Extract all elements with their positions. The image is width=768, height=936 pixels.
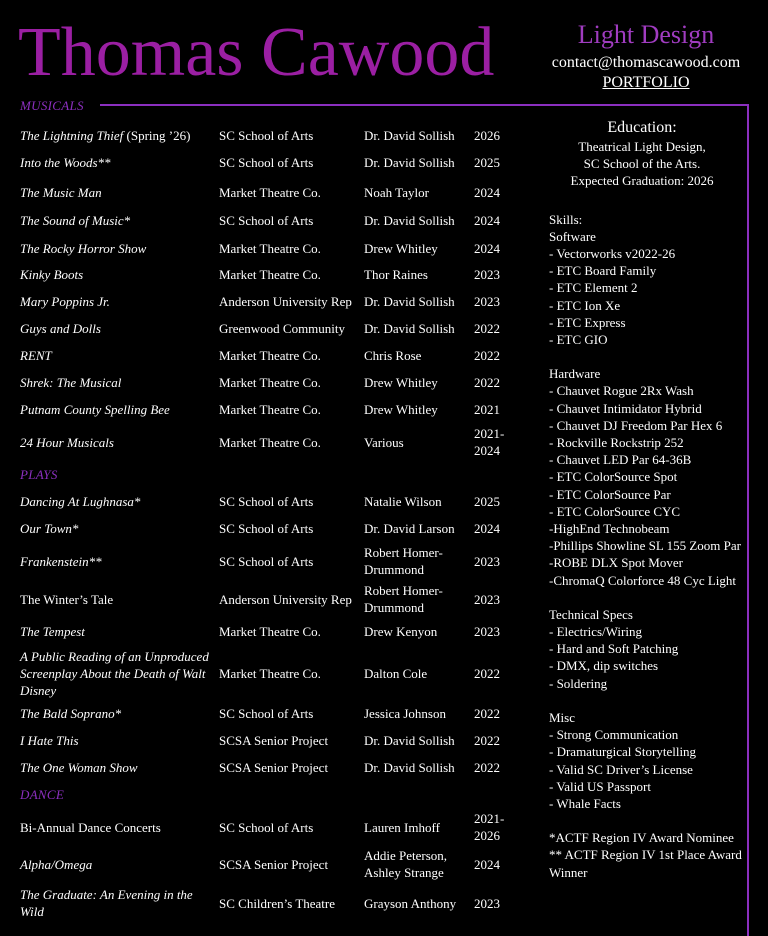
software-list <box>549 245 749 348</box>
credit-year: 2021- 2024 <box>474 426 505 458</box>
list-item: - ETC ColorSource Spot <box>549 469 678 485</box>
credit-year: 2022 <box>474 705 500 721</box>
hardware-list <box>549 382 749 588</box>
credit-year: 2024 <box>474 240 500 256</box>
credit-venue: Market Theatre Co. <box>219 374 321 390</box>
credit-title: The Lightning Thief (Spring ’26) <box>20 127 191 143</box>
education-line: SC School of the Arts. <box>583 156 701 172</box>
credit-venue: Market Theatre Co. <box>219 347 321 363</box>
list-item: - Strong Communication <box>549 727 679 743</box>
credit-year: 2025 <box>474 493 500 509</box>
credit-title: The Sound of Music* <box>20 212 131 228</box>
credit-year: 2026 <box>474 127 500 143</box>
credit-venue: SCSA Senior Project <box>219 732 329 748</box>
list-item: -ROBE DLX Spot Mover <box>549 555 683 571</box>
credit-director: Thor Raines <box>364 266 428 282</box>
credit-director: Grayson Anthony <box>364 895 457 911</box>
credit-director: Dr. David Sollish <box>364 293 455 309</box>
credit-venue: SC School of Arts <box>219 154 314 170</box>
list-item: - Chauvet Rogue 2Rx Wash <box>549 383 694 399</box>
credit-director: Dr. David Sollish <box>364 759 455 775</box>
list-item: ** ACTF Region IV 1st Place Award <box>549 847 742 863</box>
credit-title: RENT <box>20 347 52 363</box>
credit-director: Drew Whitley <box>364 401 438 417</box>
list-item: - Hard and Soft Patching <box>549 641 679 657</box>
credit-title: 24 Hour Musicals <box>20 434 114 450</box>
credit-venue: Market Theatre Co. <box>219 266 321 282</box>
credit-venue: Market Theatre Co. <box>219 401 321 417</box>
tech-block <box>549 606 749 692</box>
sidebar <box>549 118 749 881</box>
list-item: - ETC Ion Xe <box>549 297 621 313</box>
credit-title: The Graduate: An Evening in the Wild <box>20 887 193 919</box>
credit-venue: Market Theatre Co. <box>219 240 321 256</box>
credit-venue: Anderson University Rep <box>219 293 352 309</box>
email-link[interactable]: contact@thomascawood.com <box>551 54 741 71</box>
list-item: - Valid SC Driver’s License <box>549 761 693 777</box>
credit-year: 2023 <box>474 591 500 607</box>
hardware-heading: Hardware <box>549 366 601 382</box>
credit-director: Lauren Imhoff <box>364 819 440 835</box>
credit-venue: SC School of Arts <box>219 705 314 721</box>
list-item: - ETC ColorSource CYC <box>549 503 681 519</box>
list-item: -Phillips Showline SL 155 Zoom Par <box>549 538 741 554</box>
education-line: Expected Graduation: 2026 <box>570 173 714 189</box>
credit-title: Dancing At Lughnasa* <box>20 493 141 509</box>
list-item: - ETC GIO <box>549 332 608 348</box>
credit-year: 2024 <box>474 856 500 872</box>
credit-title: Guys and Dolls <box>20 320 101 336</box>
list-item: - Valid US Passport <box>549 778 651 794</box>
credit-director: Drew Kenyon <box>364 623 438 639</box>
credit-venue: Market Theatre Co. <box>219 184 321 200</box>
hardware-block <box>549 365 749 589</box>
credit-year: 2022 <box>474 347 500 363</box>
credit-director: Dr. David Sollish <box>364 154 455 170</box>
credit-venue: SCSA Senior Project <box>219 856 329 872</box>
list-item: - Chauvet LED Par 64-36B <box>549 452 692 468</box>
misc-heading: Misc <box>549 709 575 725</box>
misc-block <box>549 709 749 812</box>
section-musicals: MUSICALS <box>20 98 84 113</box>
credit-venue: Greenwood Community <box>219 320 346 336</box>
list-item: - ETC Board Family <box>549 263 657 279</box>
credit-venue: SCSA Senior Project <box>219 759 329 775</box>
credit-title: The One Woman Show <box>20 759 138 775</box>
credit-title: Alpha/Omega <box>20 856 93 872</box>
credit-director: Addie Peterson, Ashley Strange <box>364 848 448 880</box>
credit-title: The Bald Soprano* <box>20 705 122 721</box>
credit-title: I Hate This <box>20 732 79 748</box>
credit-director: Drew Whitley <box>364 240 438 256</box>
credit-title: The Music Man <box>20 184 102 200</box>
credit-year: 2023 <box>474 293 500 309</box>
list-item: *ACTF Region IV Award Nominee <box>549 830 734 846</box>
awards-block <box>549 829 749 881</box>
credit-year: 2024 <box>474 520 500 536</box>
credit-venue: SC School of Arts <box>219 493 314 509</box>
section-dance: DANCE <box>20 787 65 802</box>
resume-name: Thomas Cawood <box>18 14 495 91</box>
credit-venue: SC Children’s Theatre <box>219 895 336 911</box>
credit-director: Various <box>364 434 404 450</box>
credit-title: The Rocky Horror Show <box>20 240 147 256</box>
credit-title: Frankenstein** <box>20 553 102 569</box>
credit-venue: Market Theatre Co. <box>219 665 321 681</box>
list-item: - Electrics/Wiring <box>549 624 642 640</box>
credit-director: Dalton Cole <box>364 665 428 681</box>
credit-director: Dr. David Sollish <box>364 732 455 748</box>
list-item: - DMX, dip switches <box>549 658 659 674</box>
credit-title: Putnam County Spelling Bee <box>20 401 170 417</box>
credit-director: Dr. David Larson <box>364 520 455 536</box>
credit-director: Robert Homer- Drummond <box>364 545 443 577</box>
skills-heading: Skills: <box>549 211 583 227</box>
list-item: - Vectorworks v2022-26 <box>549 246 676 262</box>
list-item: Winner <box>549 864 588 880</box>
credit-year: 2022 <box>474 320 500 336</box>
credit-director: Noah Taylor <box>364 184 429 200</box>
education-heading: Education: <box>607 119 677 136</box>
credit-title-note: (Spring ’26) <box>123 127 191 143</box>
credit-title: The Tempest <box>20 623 85 639</box>
portfolio-link[interactable]: PORTFOLIO <box>602 74 690 91</box>
credit-title: Our Town* <box>20 520 79 536</box>
list-item: - ETC ColorSource Par <box>549 486 671 502</box>
list-item: - Chauvet DJ Freedom Par Hex 6 <box>549 417 723 433</box>
credit-venue: Anderson University Rep <box>219 591 352 607</box>
credit-director: Dr. David Sollish <box>364 320 455 336</box>
credit-year: 2023 <box>474 266 500 282</box>
credit-director: Drew Whitley <box>364 374 438 390</box>
tech-list <box>549 623 749 692</box>
list-item: - Whale Facts <box>549 795 621 811</box>
credit-year: 2024 <box>474 184 500 200</box>
credit-year: 2023 <box>474 553 500 569</box>
credit-title: A Public Reading of an Unproduced Screenplay About the Death of Walt Disney <box>20 648 209 698</box>
list-item: - ETC Element 2 <box>549 280 638 296</box>
credit-title: Kinky Boots <box>20 266 84 282</box>
credit-venue: Market Theatre Co. <box>219 434 321 450</box>
list-item: -ChromaQ Colorforce 48 Cyc Light <box>549 572 737 588</box>
list-item: - Soldering <box>549 675 608 691</box>
credit-year: 2022 <box>474 732 500 748</box>
credit-venue: Market Theatre Co. <box>219 623 321 639</box>
awards-list <box>549 829 749 881</box>
list-item: - ETC Express <box>549 314 626 330</box>
credit-director: Jessica Johnson <box>364 705 446 721</box>
credit-year: 2025 <box>474 154 500 170</box>
tech-heading: Technical Specs <box>549 606 633 622</box>
credit-year: 2024 <box>474 212 500 228</box>
credit-venue: SC School of Arts <box>219 819 314 835</box>
credit-year: 2022 <box>474 374 500 390</box>
credit-venue: SC School of Arts <box>219 553 314 569</box>
credit-director: Dr. David Sollish <box>364 212 455 228</box>
list-item: - Dramaturgical Storytelling <box>549 744 697 760</box>
credit-year: 2022 <box>474 759 500 775</box>
credit-venue: SC School of Arts <box>219 212 314 228</box>
list-item: -HighEnd Technobeam <box>549 521 670 537</box>
education-block <box>547 118 737 190</box>
credit-year: 2023 <box>474 623 500 639</box>
role-title: Light Design <box>577 20 715 49</box>
credit-venue: SC School of Arts <box>219 520 314 536</box>
credit-title: The Winter’s Tale <box>20 591 114 607</box>
header-rule <box>100 104 749 106</box>
credit-year: 2021- 2026 <box>474 811 505 843</box>
credit-director: Robert Homer- Drummond <box>364 583 443 615</box>
credit-title: Mary Poppins Jr. <box>20 293 110 309</box>
credit-year: 2022 <box>474 665 500 681</box>
credit-director: Natalie Wilson <box>364 493 442 509</box>
skills-block <box>549 211 749 349</box>
credit-venue: SC School of Arts <box>219 127 314 143</box>
credit-director: Dr. David Sollish <box>364 127 455 143</box>
list-item: - Chauvet Intimidator Hybrid <box>549 400 702 416</box>
education-line: Theatrical Light Design, <box>578 139 706 154</box>
credit-year: 2021 <box>474 401 500 417</box>
misc-list <box>549 726 749 812</box>
section-plays: PLAYS <box>20 467 58 482</box>
list-item: - Rockville Rockstrip 252 <box>549 435 684 451</box>
credit-title: Bi-Annual Dance Concerts <box>20 819 161 835</box>
credit-title: Shrek: The Musical <box>20 374 122 390</box>
software-heading: Software <box>549 228 596 244</box>
credit-director: Chris Rose <box>364 347 422 363</box>
credit-title: Into the Woods** <box>20 154 111 170</box>
credit-year: 2023 <box>474 895 500 911</box>
